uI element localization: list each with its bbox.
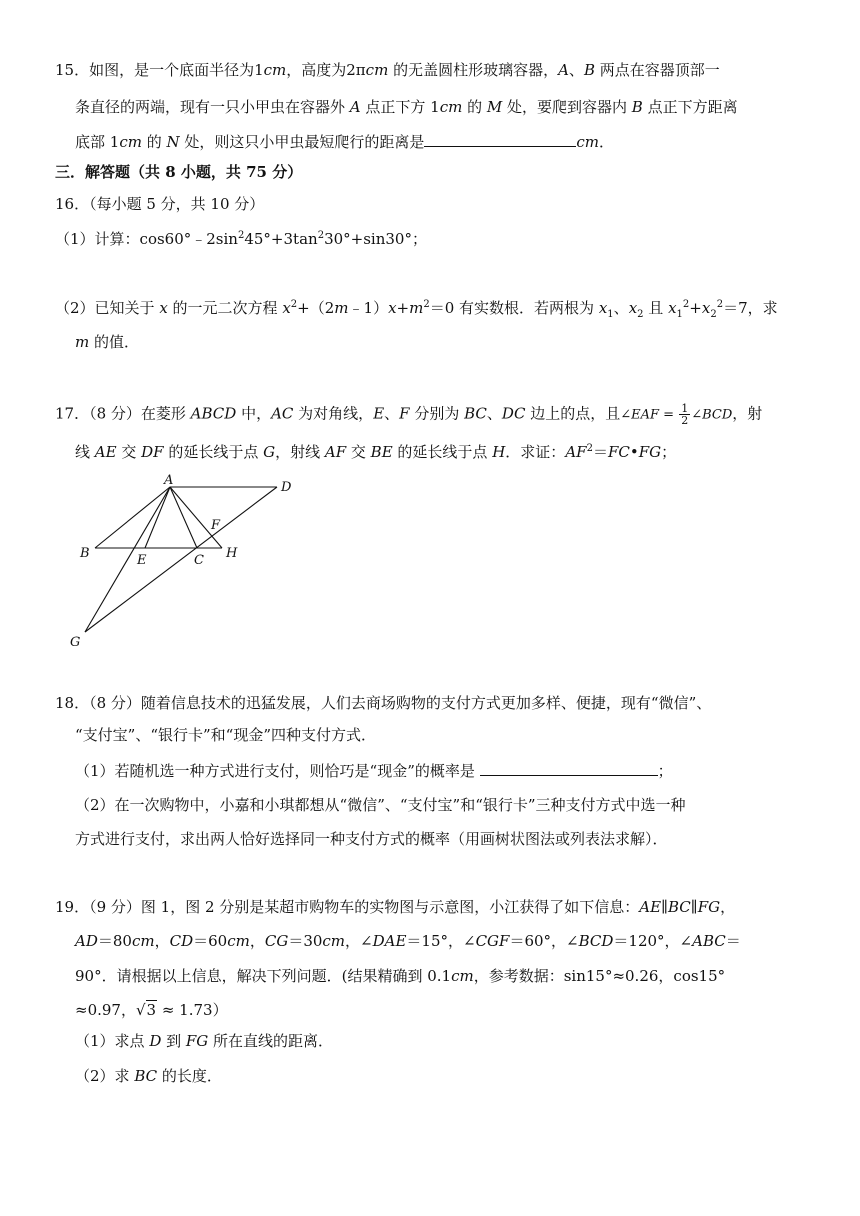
q15-line1: 15．如图，是一个底面半径为1cm，高度为2πcm 的无盖圆柱形玻璃容器，A、B 两点在容器顶部一 <box>55 61 720 79</box>
sqrt-three: √3 <box>135 1001 157 1019</box>
label-F: F <box>211 518 221 533</box>
q19-line1: 19．（9 分）图 1，图 2 分别是某超市购物车的实物图与示意图，小江获得了如下信息：AE∥BC∥FG， <box>55 898 736 916</box>
segment-AE <box>145 487 170 548</box>
q15-answer-blank[interactable] <box>424 131 576 147</box>
q19-line4: ≈0.97，√3 ≈ 1.73） <box>75 1001 228 1019</box>
q18-part2-line1: （2）在一次购物中，小嘉和小琪都想从“微信”、“支付宝”和“银行卡”三种支付方式中选一种 <box>75 796 686 814</box>
q17-line1: 17．（8 分）在菱形 ABCD 中，AC 为对角线，E、F 分别为 BC、DC 边上的点，且∠EAF = $\frac{1}{2}$ ∠BCD，射 <box>55 402 763 427</box>
q19-line3: 90°．请根据以上信息，解决下列问题．(结果精确到 0.1cm，参考数据：sin15°≈0.26，cos15° <box>75 967 726 985</box>
q18-part1: （1）若随机选一种方式进行支付，则恰巧是“现金”的概率是 ； <box>75 762 673 780</box>
q18-line1: 18．（8 分）随着信息技术的迅猛发展，人们去商场购物的支付方式更加多样、便捷，现有“微信”、 <box>55 694 712 712</box>
q18-answer-blank[interactable] <box>480 760 658 776</box>
label-B: B <box>80 546 90 561</box>
rhombus-figure <box>60 468 320 658</box>
segment-AG <box>85 487 170 632</box>
q17-line2: 线 AE 交 DF 的延长线于点 G，射线 AF 交 BE 的延长线于点 H．求证：$AF^2=FC•FG$； <box>75 443 677 461</box>
q19-part1: （1）求点 D 到 FG 所在直线的距离． <box>75 1032 334 1050</box>
q15-line3: 底部 1cm 的 N 处，则这只小甲虫最短爬行的距离是 cm． <box>75 133 615 151</box>
segment-AC <box>170 487 197 548</box>
q19-part2: （2）求 BC 的长度． <box>75 1067 222 1085</box>
fraction-one-half: $\frac{1}{2}$ <box>681 402 689 427</box>
label-D: D <box>281 480 292 495</box>
label-G: G <box>70 635 81 650</box>
segment-DG <box>85 487 277 632</box>
section-title: 三．解答题（共 8 小题，共 75 分） <box>55 163 303 181</box>
q16-part2-line1: （2）已知关于 x 的一元二次方程 $x^2+(2m﹣1)x+m^2=0$ 有实数根．若两根为 $x_1$、$x_2$ 且 $x_1^2+x_2^2=7$，求 <box>55 299 778 320</box>
segment-AB <box>95 487 170 548</box>
label-H: H <box>226 546 238 561</box>
label-E: E <box>137 553 147 568</box>
q18-part2-line2: 方式进行支付，求出两人恰好选择同一种支付方式的概率（用画树状图法或列表法求解）． <box>75 830 668 848</box>
q18-line2: “支付宝”、“银行卡”和“现金”四种支付方式． <box>75 726 377 744</box>
q16-part2-line2: m 的值． <box>75 333 140 351</box>
q16-header: 16．（每小题 5 分，共 10 分） <box>55 195 265 213</box>
q19-line2: AD＝80cm，CD＝60cm，CG＝30cm，∠DAE＝15°，∠CGF＝60°，∠BCD＝120°，∠ABC＝ <box>75 932 741 950</box>
label-A: A <box>164 473 174 488</box>
q16-part1: （1）计算：$\cos 60^\circ﹣2\sin^245^\circ+3\tan^230^\circ+\sin 30^\circ$； <box>55 230 427 248</box>
label-C: C <box>194 553 204 568</box>
q15-line2: 条直径的两端，现有一只小甲虫在容器外 A 点正下方 1cm 的 M 处，要爬到容器内 B 点正下方距离 <box>75 98 738 116</box>
